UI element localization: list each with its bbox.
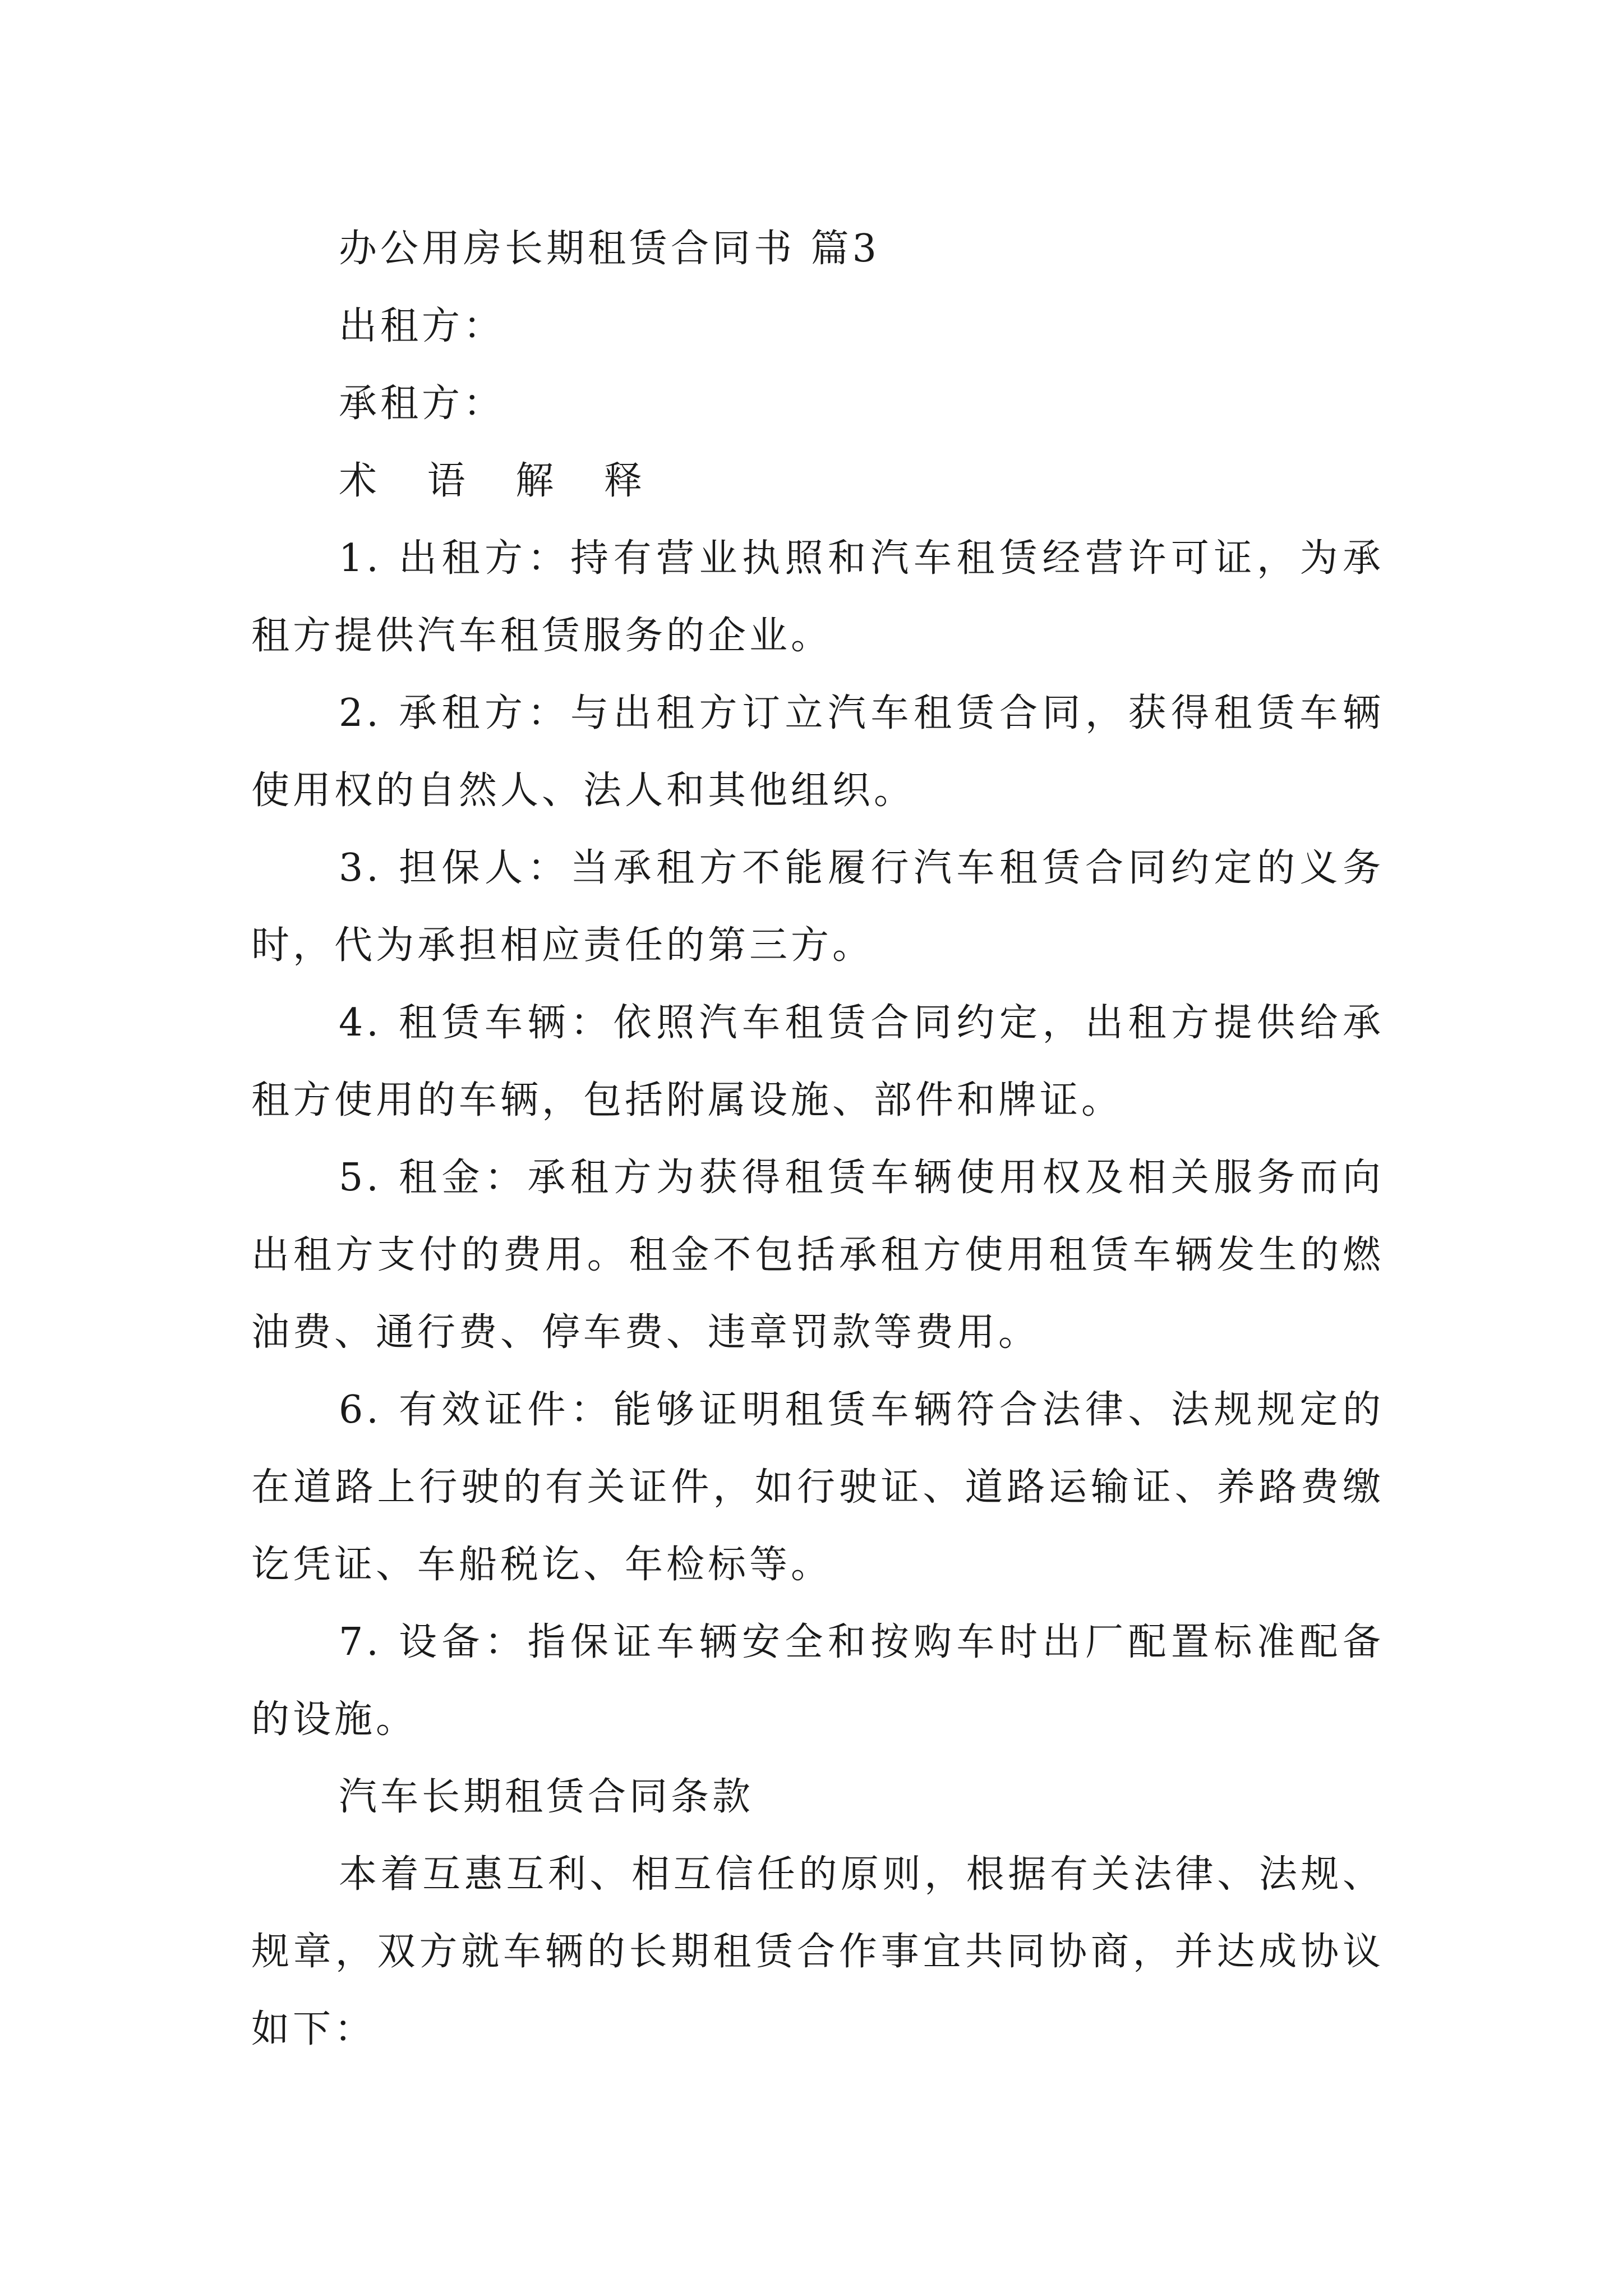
definition-4: 4. 租赁车辆：依照汽车租赁合同约定，出租方提供给承租方使用的车辆，包括附属设施、部件和牌证。 bbox=[251, 1001, 1384, 1122]
definition-3: 3. 担保人：当承租方不能履行汽车租赁合同约定的义务时，代为承担相应责任的第三方。 bbox=[251, 846, 1384, 968]
terms-heading: 术 语 解 释 bbox=[339, 459, 661, 503]
lessor-label: 出租方： bbox=[339, 304, 505, 348]
definition-7: 7. 设备：指保证车辆安全和按购车时出厂配置标准配备的设施。 bbox=[251, 1620, 1384, 1742]
lessee-label: 承租方： bbox=[339, 381, 505, 426]
document-title: 办公用房长期租赁合同书 篇3 bbox=[339, 227, 880, 271]
preamble-paragraph: 本着互惠互利、相互信任的原则，根据有关法律、法规、规章，双方就车辆的长期租赁合作事宜共同协商，并达成协议如下： bbox=[251, 1852, 1384, 2051]
clauses-heading: 汽车长期租赁合同条款 bbox=[339, 1775, 754, 1819]
definition-1: 1. 出租方：持有营业执照和汽车租赁经营许可证，为承租方提供汽车租赁服务的企业。 bbox=[251, 536, 1384, 658]
definition-5: 5. 租金：承租方为获得租赁车辆使用权及相关服务而向出租方支付的费用。租金不包括承租方使用租赁车辆发生的燃油费、通行费、停车费、违章罚款等费用。 bbox=[251, 1156, 1384, 1355]
document-body bbox=[251, 210, 1384, 2068]
definition-2: 2. 承租方：与出租方订立汽车租赁合同，获得租赁车辆使用权的自然人、法人和其他组织。 bbox=[251, 691, 1384, 813]
definition-6: 6. 有效证件：能够证明租赁车辆符合法律、法规规定的在道路上行驶的有关证件，如行驶证、道路运输证、养路费缴讫凭证、车船税讫、年检标等。 bbox=[251, 1388, 1384, 1587]
